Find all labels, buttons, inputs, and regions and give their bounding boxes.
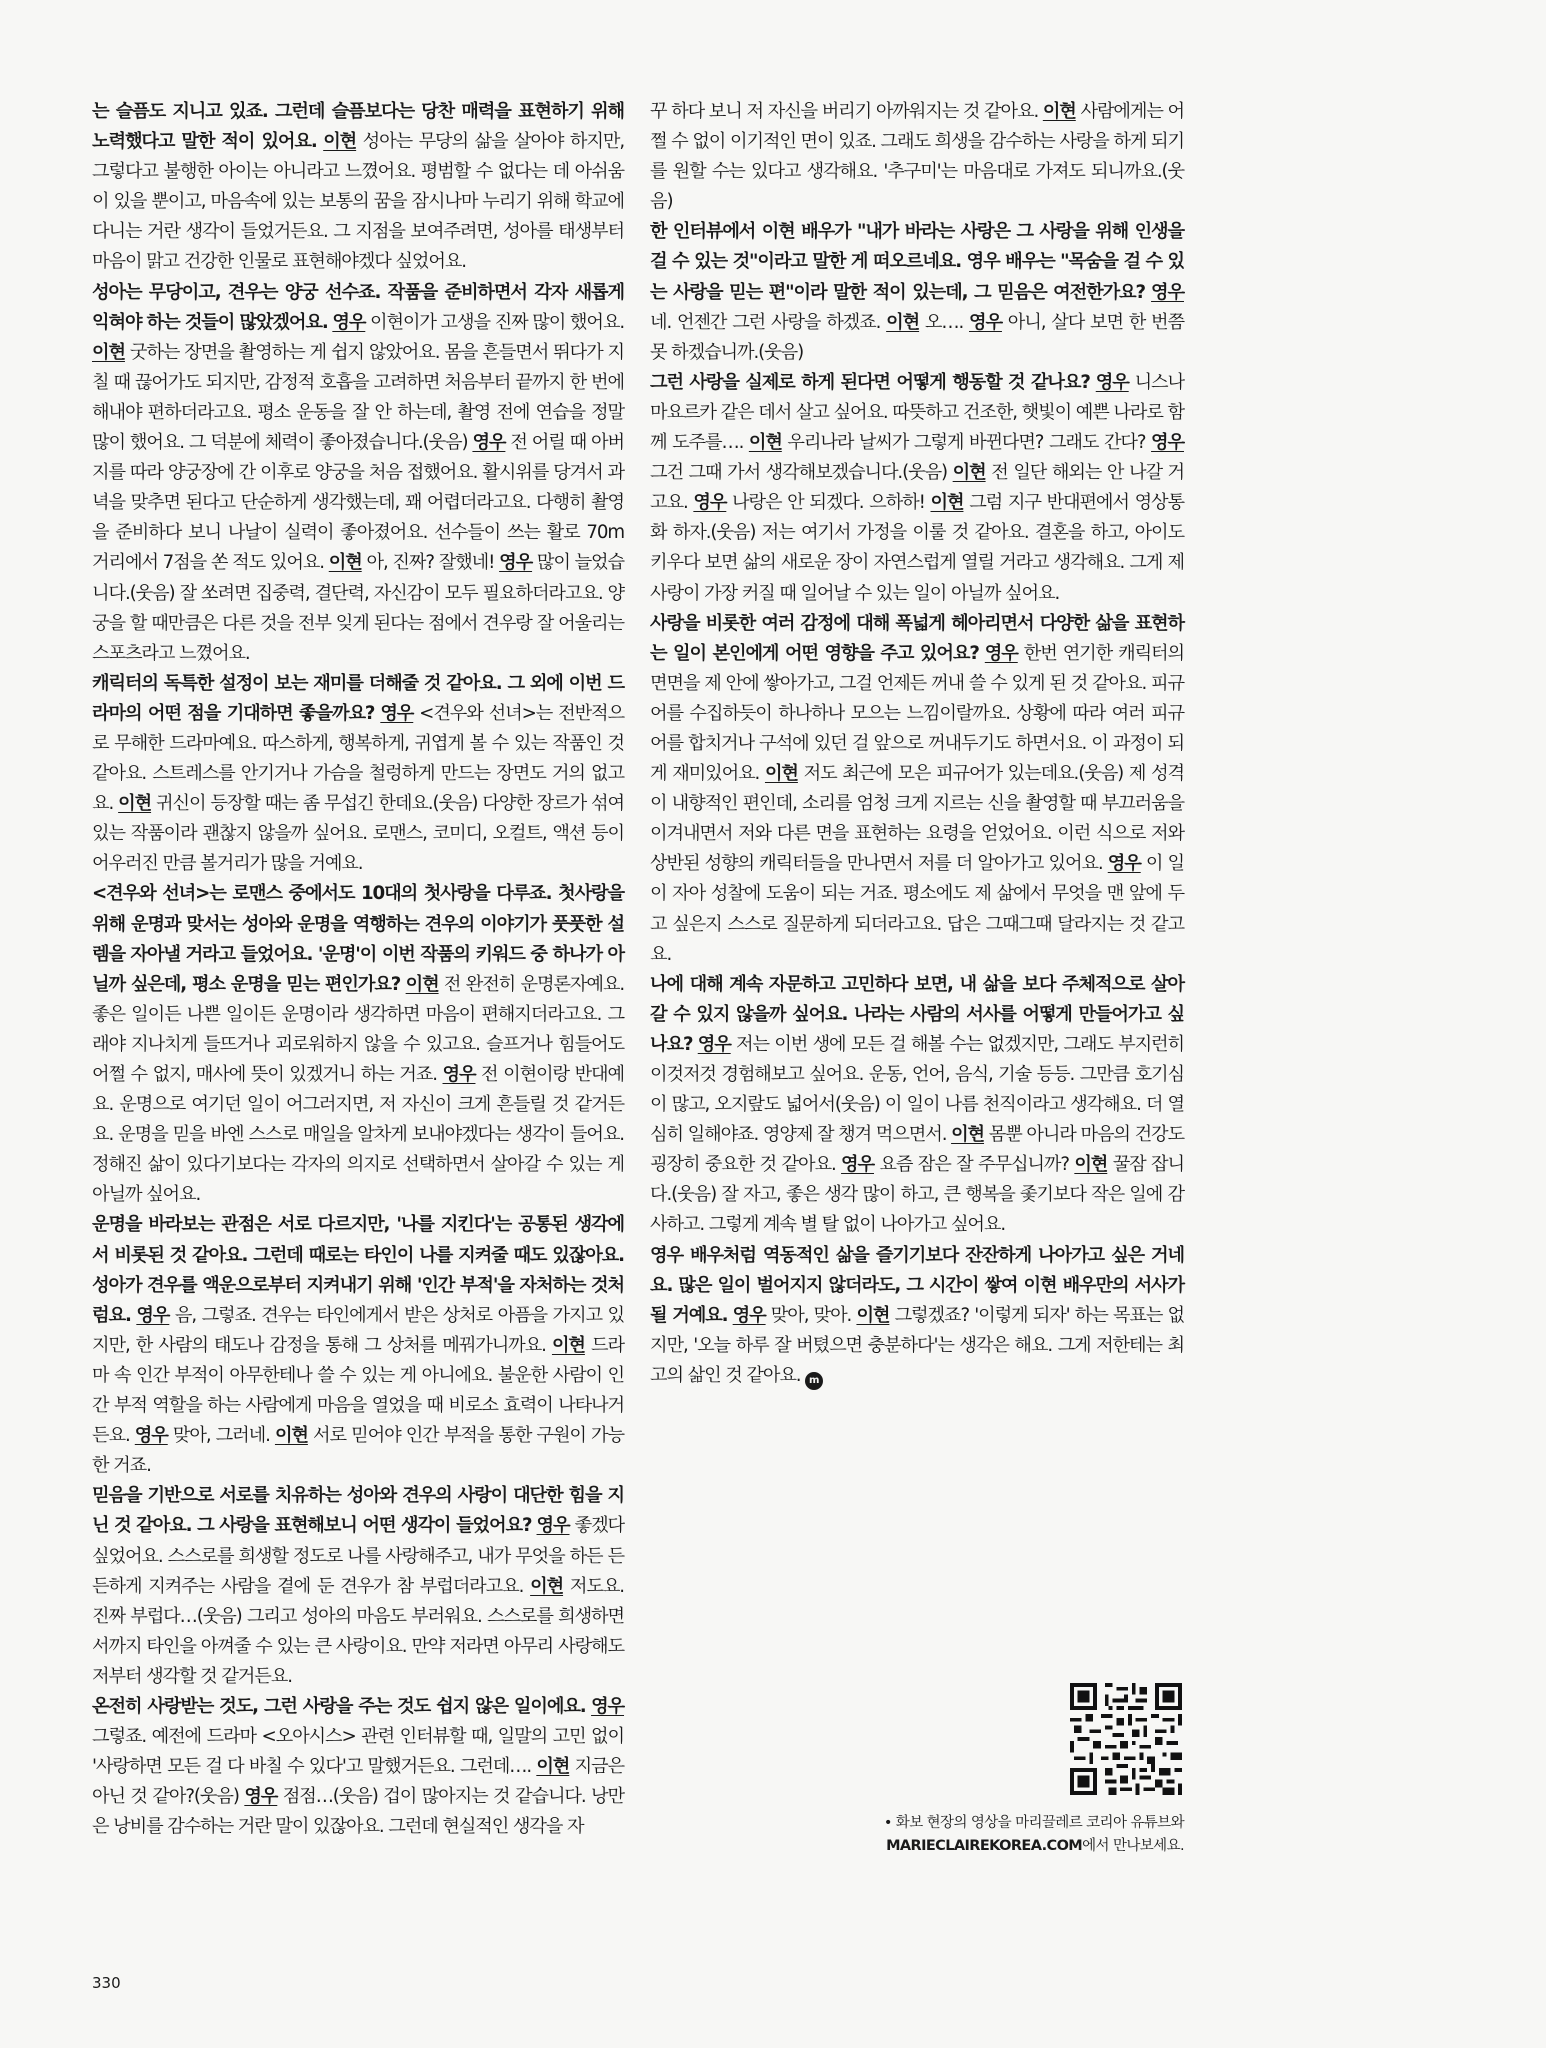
speaker-tag: 이현 — [92, 341, 125, 363]
answer-text: 지금은 아닌 것 같아?(웃음) — [92, 1756, 624, 1808]
speaker-tag: 영우 — [1151, 432, 1184, 454]
answer-text: 그렇죠. 예전에 드라마 <오아시스> 관련 인터뷰할 때, 일말의 고민 없이 '사랑하면 모든 걸 다 바칠 수 있다'고 말했거든요. 그런데…. — [92, 1726, 624, 1778]
speaker-tag: 이현 — [1074, 1154, 1108, 1176]
answer-text: 많이 늘었습니다.(웃음) 잘 쏘려면 집중력, 결단력, 자신감이 모두 필요하더라고요. 양궁을 할 때만큼은 다른 것을 전부 잊게 된다는 점에서 견우랑 잘 어울리는 스포츠라고 느꼈어요. — [92, 552, 624, 664]
answer-text: 전 일단 해외는 안 나갈 거고요. — [650, 462, 1185, 514]
answer-text: 저는 이번 생에 모든 걸 해볼 수는 없겠지만, 그래도 부지런히 이것저것 경험해보고 싶어요. 운동, 언어, 음식, 기술 등등. 그만큼 호기심이 많고, 오지랖도 넓어서(웃음) 이 일이 나름 천직이라고 생각해요. 더 열심히 일해야죠. 영양제 잘 챙겨 먹으면서. — [650, 1033, 1184, 1146]
speaker-tag: 영우 — [380, 702, 414, 724]
answer-text: 그럼 지구 반대편에서 영상통화 하자.(웃음) 저는 여기서 가정을 이룰 것 같아요. 결혼을 하고, 아이도 키우다 보면 삶의 새로운 장이 자연스럽게 열릴 거라고 생각해요. 그게 제 사랑이 가장 커질 때 일어날 수 있는 일이 아닐까 싶어요. — [650, 492, 1184, 604]
question: 나에 대해 계속 자문하고 고민하다 보면, 내 삶을 보다 주체적으로 살아갈 수 있지 않을까 싶어요. 나라는 사람의 서사를 어떻게 만들어가고 싶나요? — [650, 973, 1184, 1055]
qa-block — [650, 97, 1184, 217]
speaker-tag: 영우 — [841, 1154, 874, 1176]
answer-text: 네. 언젠간 그런 사랑을 하겠죠. — [650, 311, 887, 333]
question: 성아는 무당이고, 견우는 양궁 선수죠. 작품을 준비하면서 각자 새롭게 익혀야 하는 것들이 많았겠어요. — [92, 281, 624, 333]
speaker-tag: 이현 — [930, 492, 964, 514]
qa-block — [92, 1210, 624, 1481]
answer-text: 맞아, 그러네. — [167, 1425, 275, 1447]
speaker-tag: 이현 — [886, 311, 920, 333]
answer-text: 나랑은 안 되겠다. 으하하! — [726, 492, 931, 514]
qa-block — [650, 217, 1184, 367]
answer-text: 전 완전히 운명론자예요. 좋은 일이든 나쁜 일이든 운명이라 생각하면 마음이 편해지더라고요. 그래야 지나치게 들뜨거나 괴로워하지 않을 수 있고요. 슬프거나 힘들어도 어쩔 수 없지, 매사에 뜻이 있겠거니 하는 거죠. — [92, 973, 624, 1085]
speaker-tag: 이현 — [274, 1425, 308, 1447]
qa-block — [92, 1692, 624, 1842]
qa-block — [650, 1241, 1184, 1391]
question: 온전히 사랑받는 것도, 그런 사랑을 주는 것도 쉽지 않은 일이에요. — [92, 1695, 586, 1717]
speaker-tag: 이현 — [951, 1124, 985, 1146]
question: 운명을 바라보는 관점은 서로 다르지만, '나를 지킨다'는 공통된 생각에서 비롯된 것 같아요. 그런데 때로는 타인이 나를 지켜줄 때도 있잖아요. 성아가 견우를 액운으로부터 지켜내기 위해 '인간 부적'을 자처하는 것처럼요. — [92, 1214, 624, 1326]
answer-text: 저도 최근에 모은 피규어가 있는데요.(웃음) 제 성격이 내향적인 편인데, 소리를 엄청 크게 지르는 신을 촬영할 때 부끄러움을 이겨내면서 저와 다른 면을 표현하는 요령을 얻었어요. 이런 식으로 저와 상반된 성향의 캐릭터들을 만나면서 저를 더 알아가고 있어요. — [650, 763, 1185, 875]
speaker-tag: 영우 — [732, 1304, 766, 1326]
speaker-tag: 영우 — [697, 1033, 731, 1055]
speaker-tag: 이현 — [530, 1575, 564, 1597]
answer-text: 아, 진짜? 잘했네! — [361, 552, 500, 574]
answer-text: 전 어릴 때 아버지를 따라 양궁장에 간 이후로 양궁을 처음 접했어요. 활시위를 당겨서 과녁을 맞추면 된다고 단순하게 생각했는데, 꽤 어렵더라고요. 다행히 촬영을 준비하다 보니 나날이 실력이 좋아졌어요. 선수들이 쓰는 활로 70m 거리에서 7점을 쏜 적도 있어요. — [92, 432, 624, 574]
speaker-tag: 이현 — [405, 973, 439, 995]
speaker-tag: 영우 — [134, 1425, 168, 1447]
qr-code-icon[interactable] — [1070, 1683, 1182, 1795]
website-link[interactable]: MARIECLAIREKOREA.COM — [886, 1838, 1083, 1854]
speaker-tag: 이현 — [764, 763, 798, 785]
answer-text: 한번 연기한 캐릭터의 면면을 제 안에 쌓아가고, 그걸 언제든 꺼내 쓸 수 있게 된 것 같아요. 피규어를 수집하듯이 하나하나 모으는 느낌이랄까요. 상황에 따라 여러 피규어를 합치거나 구석에 있던 걸 앞으로 꺼내두기도 하면서요. 이 과정이 되게 재미있어요. — [650, 642, 1184, 785]
answer-text: 저도요. 진짜 부럽다…(웃음) 그리고 성아의 마음도 부러워요. 스스로를 희생하면서까지 타인을 아껴줄 수 있는 큰 사랑이요. 만약 저라면 아무리 사랑해도 저부터 생각할 것 같거든요. — [92, 1575, 624, 1687]
speaker-tag: 이현 — [328, 552, 362, 574]
answer-text: 그건 그때 가서 생각해보겠습니다.(웃음) — [650, 462, 953, 484]
end-mark-icon: m — [805, 1372, 823, 1390]
speaker-tag: 이현 — [118, 793, 152, 815]
answer-text: 꿀잠 잡니다.(웃음) 잘 자고, 좋은 생각 많이 하고, 큰 행복을 좇기보다 작은 일에 감사하고. 그렇게 계속 별 탈 없이 나아가고 싶어요. — [650, 1154, 1184, 1236]
caption-suffix: 에서 만나보세요. — [1082, 1838, 1184, 1854]
answer-text: 사람에게는 어쩔 수 없이 이기적인 면이 있죠. 그래도 희생을 감수하는 사랑을 하게 되기를 원할 수는 있다고 생각해요. '추구미'는 마음대로 가져도 되니까요.(웃음) — [650, 101, 1184, 213]
question: 는 슬픔도 지니고 있죠. 그런데 슬픔보다는 당찬 매력을 표현하기 위해 노력했다고 말한 적이 있어요. — [92, 101, 624, 153]
answer-text: 맞아, 맞아. — [765, 1304, 857, 1326]
caption-line: • 화보 현장의 영상을 마리끌레르 코리아 유튜브와 — [883, 1815, 1184, 1831]
speaker-tag: 영우 — [693, 492, 727, 514]
speaker-tag: 영우 — [244, 1786, 278, 1808]
speaker-tag: 영우 — [536, 1515, 570, 1537]
speaker-tag: 영우 — [984, 642, 1018, 664]
speaker-tag: 이현 — [536, 1756, 570, 1778]
speaker-tag: 영우 — [1151, 281, 1184, 303]
right-column — [650, 97, 1184, 1391]
qa-block — [92, 879, 624, 1210]
speaker-tag: 영우 — [969, 311, 1002, 333]
speaker-tag: 영우 — [332, 311, 366, 333]
speaker-tag: 영우 — [499, 552, 533, 574]
answer-text: <견우와 선녀>는 전반적으로 무해한 드라마예요. 따스하게, 행복하게, 귀엽게 볼 수 있는 작품인 것 같아요. 스트레스를 안기거나 가슴을 철렁하게 만드는 장면도 거의 없고요. — [92, 702, 625, 815]
speaker-tag: 이현 — [1042, 101, 1076, 122]
speaker-tag: 영우 — [472, 432, 506, 454]
speaker-tag: 이현 — [551, 1334, 585, 1356]
answer-text: 음, 그렇죠. 견우는 타인에게서 받은 상처로 아픔을 가지고 있지만, 한 사람의 태도나 감정을 통해 그 상처를 메꿔가니까요. — [92, 1304, 624, 1356]
answer-text: 니스나 마요르카 같은 데서 살고 싶어요. 따뜻하고 건조한, 햇빛이 예쁜 나라로 함께 도주를…. — [650, 371, 1184, 454]
qa-block — [92, 278, 624, 669]
answer-text: 이 일이 자아 성찰에 도움이 되는 거죠. 평소에도 제 삶에서 무엇을 맨 앞에 두고 싶은지 스스로 질문하게 되더라고요. 답은 그때그때 달라지는 것 같고요. — [650, 853, 1184, 965]
video-caption — [884, 1812, 1184, 1858]
answer-text: 점점…(웃음) 겁이 많아지는 것 같습니다. 낭만은 낭비를 감수하는 거란 말이 있잖아요. 그런데 현실적인 생각을 자 — [92, 1786, 625, 1838]
qa-block — [650, 970, 1184, 1241]
speaker-tag: 이현 — [856, 1304, 890, 1326]
answer-text: 전 이현이랑 반대예요. 운명으로 여기던 일이 어그러지면, 저 자신이 크게 흔들릴 것 같거든요. 운명을 믿을 바엔 스스로 매일을 알차게 보내야겠다는 생각이 들어요. 정해진 삶이 있다기보다는 각자의 의지로 선택하면서 살아갈 수 있는 게 아닐까 싶어요. — [92, 1064, 624, 1206]
question: 사랑을 비롯한 여러 감정에 대해 폭넓게 헤아리면서 다양한 삶을 표현하는 일이 본인에게 어떤 영향을 주고 있어요? — [650, 612, 1184, 664]
answer-text: 그렇겠죠? '이렇게 되자' 하는 목표는 없지만, '오늘 하루 잘 버텼으면 충분하다'는 생각은 해요. 그게 저한테는 최고의 삶인 것 같아요. — [650, 1304, 1184, 1386]
qa-block — [650, 609, 1184, 970]
speaker-tag: 영우 — [591, 1695, 625, 1717]
answer-text: 꾸 하다 보니 저 자신을 버리기 아까워지는 것 같아요. — [650, 101, 1043, 122]
qa-block — [92, 1481, 624, 1692]
question: 그런 사랑을 실제로 하게 된다면 어떻게 행동할 것 같나요? — [650, 371, 1090, 393]
answer-text: 드라마 속 인간 부적이 아무한테나 쓸 수 있는 게 아니에요. 불운한 사람이 인간 부적 역할을 하는 사람에게 마음을 열었을 때 비로소 효력이 나타나거든요. — [92, 1334, 624, 1447]
answer-text: 좋겠다 싶었어요. 스스로를 희생할 정도로 나를 사랑해주고, 내가 무엇을 하든 든든하게 지켜주는 사람을 곁에 둔 견우가 참 부럽더라고요. — [92, 1515, 625, 1597]
answer-text: 서로 믿어야 인간 부적을 통한 구원이 가능한 거죠. — [92, 1425, 624, 1477]
caption-line — [884, 1835, 1184, 1858]
speaker-tag: 이현 — [323, 131, 357, 153]
question: 한 인터뷰에서 이현 배우가 "내가 바라는 사랑은 그 사랑을 위해 인생을 걸 수 있는 것"이라고 말한 게 떠오르네요. 영우 배우는 "목숨을 걸 수 있는 사랑을 믿는 편"이라 말한 적이 있는데, 그 믿음은 여전한가요? — [650, 221, 1184, 303]
answer-text: 성아는 무당의 삶을 살아야 하지만, 그렇다고 불행한 아이는 아니라고 느꼈어요. 평범할 수 없다는 데 아쉬움이 있을 뿐이고, 마음속에 있는 보통의 꿈을 잠시나마 누리기 위해 학교에 다니는 거란 생각이 들었거든요. 그 지점을 보여주려면, 성아를 태생부터 마음이 맑고 건강한 인물로 표현해야겠다 싶었어요. — [92, 131, 624, 273]
speaker-tag: 이현 — [748, 432, 782, 454]
question: 캐릭터의 독특한 설정이 보는 재미를 더해줄 것 같아요. 그 외에 이번 드라마의 어떤 점을 기대하면 좋을까요? — [92, 672, 624, 724]
qa-block — [92, 97, 624, 278]
qa-block — [92, 669, 624, 880]
question: 믿음을 기반으로 서로를 치유하는 성아와 견우의 사랑이 대단한 힘을 지닌 것 같아요. 그 사랑을 표현해보니 어떤 생각이 들었어요? — [92, 1485, 624, 1537]
answer-text: 오…. — [919, 311, 969, 333]
left-column — [92, 97, 624, 1842]
speaker-tag: 영우 — [1107, 853, 1141, 875]
answer-text: 굿하는 장면을 촬영하는 게 쉽지 않았어요. 몸을 흔들면서 뛰다가 지칠 때 끊어가도 되지만, 감정적 호흡을 고려하면 처음부터 끝까지 한 번에 해내야 편하더라고요. 평소 운동을 잘 안 하는데, 촬영 전에 연습을 정말 많이 했어요. 그 덕분에 체력이 좋아졌습니다.(웃음) — [92, 341, 624, 454]
question: <견우와 선녀>는 로맨스 중에서도 10대의 첫사랑을 다루죠. 첫사랑을 위해 운명과 맞서는 성아와 운명을 역행하는 견우의 이야기가 풋풋한 설렘을 자아낼 거라고 들었어요. '운명'이 이번 작품의 키워드 중 하나가 아닐까 싶은데, 평소 운명을 믿는 편인가요? — [92, 883, 624, 995]
answer-text: 아니, 살다 보면 한 번쯤 못 하겠습니까.(웃음) — [650, 311, 1184, 363]
answer-text: 귀신이 등장할 때는 좀 무섭긴 한데요.(웃음) 다양한 장르가 섞여 있는 작품이라 괜찮지 않을까 싶어요. 로맨스, 코미디, 오컬트, 액션 등이 어우러진 만큼 볼거리가 많을 거예요. — [92, 793, 624, 875]
answer-text: 우리나라 날씨가 그렇게 바뀐다면? 그래도 간다? — [781, 432, 1152, 454]
answer-text: 몸뿐 아니라 마음의 건강도 굉장히 중요한 것 같아요. — [650, 1124, 1184, 1176]
speaker-tag: 영우 — [136, 1304, 170, 1326]
qa-block — [650, 368, 1184, 609]
speaker-tag: 영우 — [1095, 371, 1129, 393]
page-number: 330 — [92, 1974, 121, 1992]
question: 영우 배우처럼 역동적인 삶을 즐기기보다 잔잔하게 나아가고 싶은 거네요. 많은 일이 벌어지지 않더라도, 그 시간이 쌓여 이현 배우만의 서사가 될 거예요. — [650, 1244, 1184, 1326]
speaker-tag: 영우 — [442, 1064, 476, 1085]
speaker-tag: 이현 — [952, 462, 986, 484]
answer-text: 요즘 잠은 잘 주무십니까? — [874, 1154, 1075, 1176]
answer-text: 이현이가 고생을 진짜 많이 했어요. — [365, 311, 625, 333]
